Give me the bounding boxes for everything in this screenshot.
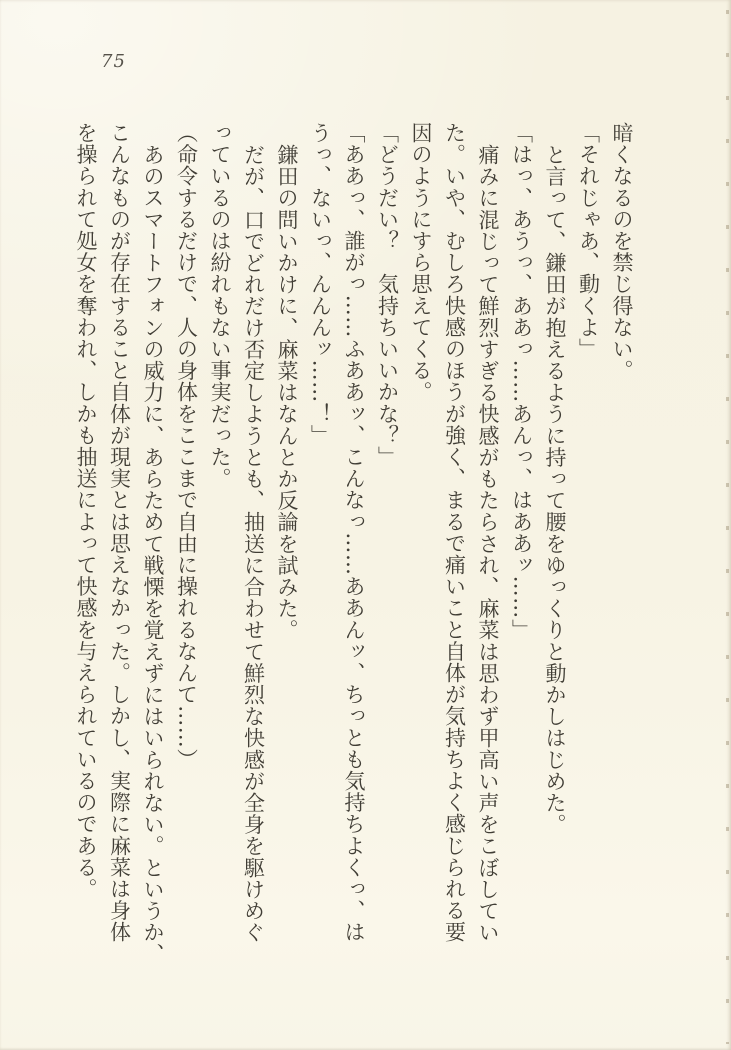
text-line: 「それじゃあ、動くよ」 — [576, 122, 601, 360]
text-line: （命令するだけで、人の身体をここまで自由に操れるなんて……） — [174, 122, 199, 770]
text-line: 暗くなるのを禁じ得ない。 — [610, 122, 634, 382]
text-line: 「どうだい？ 気持ちいいかな？」 — [375, 122, 400, 468]
text-line: あのスマートフォンの威力に、あらためて戦慄を覚えずにはいられない。というか、 — [141, 144, 165, 965]
page-edge-marks — [726, 10, 729, 1044]
text-line: うっ、ないっ、んんんッ……！」 — [308, 122, 333, 446]
text-line: っているのは紛れもない事実だった。 — [208, 122, 232, 490]
page-number: 75 — [101, 51, 126, 72]
text-line: 「ああっ、誰がっ……ふああッ、こんなっ……ああんッ、ちっとも気持ちよくっ、は — [342, 122, 366, 943]
text-line: と言って、鎌田が抱えるように持って腰をゆっくりと動かしはじめた。 — [543, 144, 567, 836]
text-line: 因のようにすら思えてくる。 — [409, 122, 433, 403]
text-line: 「はっ、あうっ、ああっ……あんっ、はああッ……」 — [509, 122, 534, 641]
text-line: 痛みに混じって鮮烈すぎる快感がもたらされ、麻菜は思わず甲高い声をこぼしてい — [476, 144, 500, 944]
text-line: だが、口でどれだけ否定しようとも、抽送に合わせて鮮烈な快感が全身を駆けめぐ — [241, 144, 266, 944]
text-line: こんなものが存在すること自体が現実とは思えなかった。しかし、実際に麻菜は身体 — [107, 122, 132, 943]
text-line: た。いや、むしろ快感のほうが強く、まるで痛いこと自体が気持ちよく感じられる要 — [442, 122, 467, 943]
text-line: 鎌田の問いかけに、麻菜はなんとか反論を試みた。 — [275, 144, 299, 641]
text-line: を操られて処女を奪われ、しかも抽送によって快感を与えられているのである。 — [74, 122, 98, 900]
text-block — [69, 122, 639, 978]
